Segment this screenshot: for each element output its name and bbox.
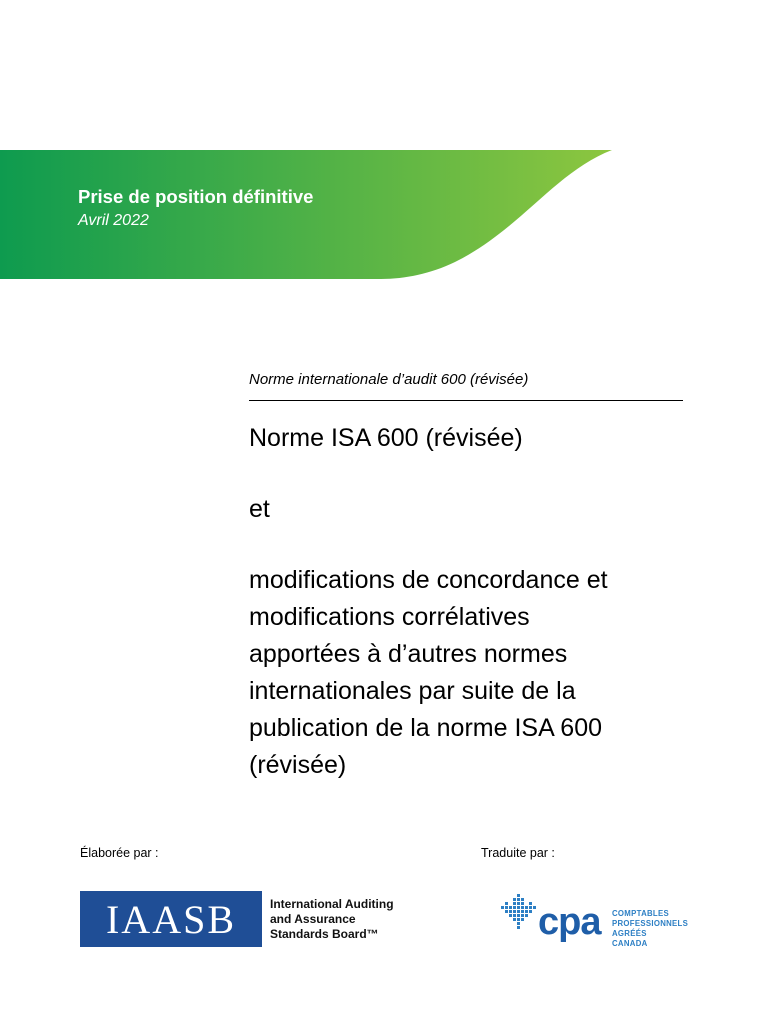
prepared-by-label: Élaborée par : (80, 846, 159, 860)
translated-by-label: Traduite par : (481, 846, 555, 860)
cpa-name-line: COMPTABLES (612, 909, 669, 918)
title-line: modifications corrélatives (249, 603, 530, 631)
title-line: modifications de concordance et (249, 566, 608, 594)
title-line: publication de la norme ISA 600 (249, 714, 603, 742)
title-line: (révisée) (249, 751, 347, 779)
title-line: apportées à d’autres normes (249, 640, 568, 668)
iaasb-acronym: IAASB (80, 891, 262, 947)
cpa-full-name (612, 909, 688, 949)
header-banner (0, 150, 620, 280)
document-title (249, 420, 719, 784)
maple-leaf-icon (500, 892, 540, 952)
iaasb-name-line: and Assurance (270, 911, 356, 926)
iaasb-logo (80, 891, 394, 947)
cpa-name-line: PROFESSIONNELS (612, 919, 689, 928)
iaasb-full-name (270, 897, 394, 942)
document-subtitle: Norme internationale d’audit 600 (révisée) (249, 370, 683, 401)
cpa-name-line: AGRÉÉS (612, 929, 647, 938)
iaasb-name-line: Standards Board™ (270, 926, 379, 941)
title-line: Norme ISA 600 (révisée) (249, 424, 523, 452)
cpa-name-line: CANADA (612, 939, 648, 948)
cpa-logo (500, 892, 700, 956)
iaasb-name-line: International Auditing (270, 896, 394, 911)
cpa-acronym: cpa (538, 901, 601, 943)
title-line: et (249, 495, 270, 523)
document-status: Prise de position définitive (78, 186, 314, 207)
publication-date: Avril 2022 (78, 212, 149, 229)
title-line: internationales par suite de la (249, 677, 576, 705)
